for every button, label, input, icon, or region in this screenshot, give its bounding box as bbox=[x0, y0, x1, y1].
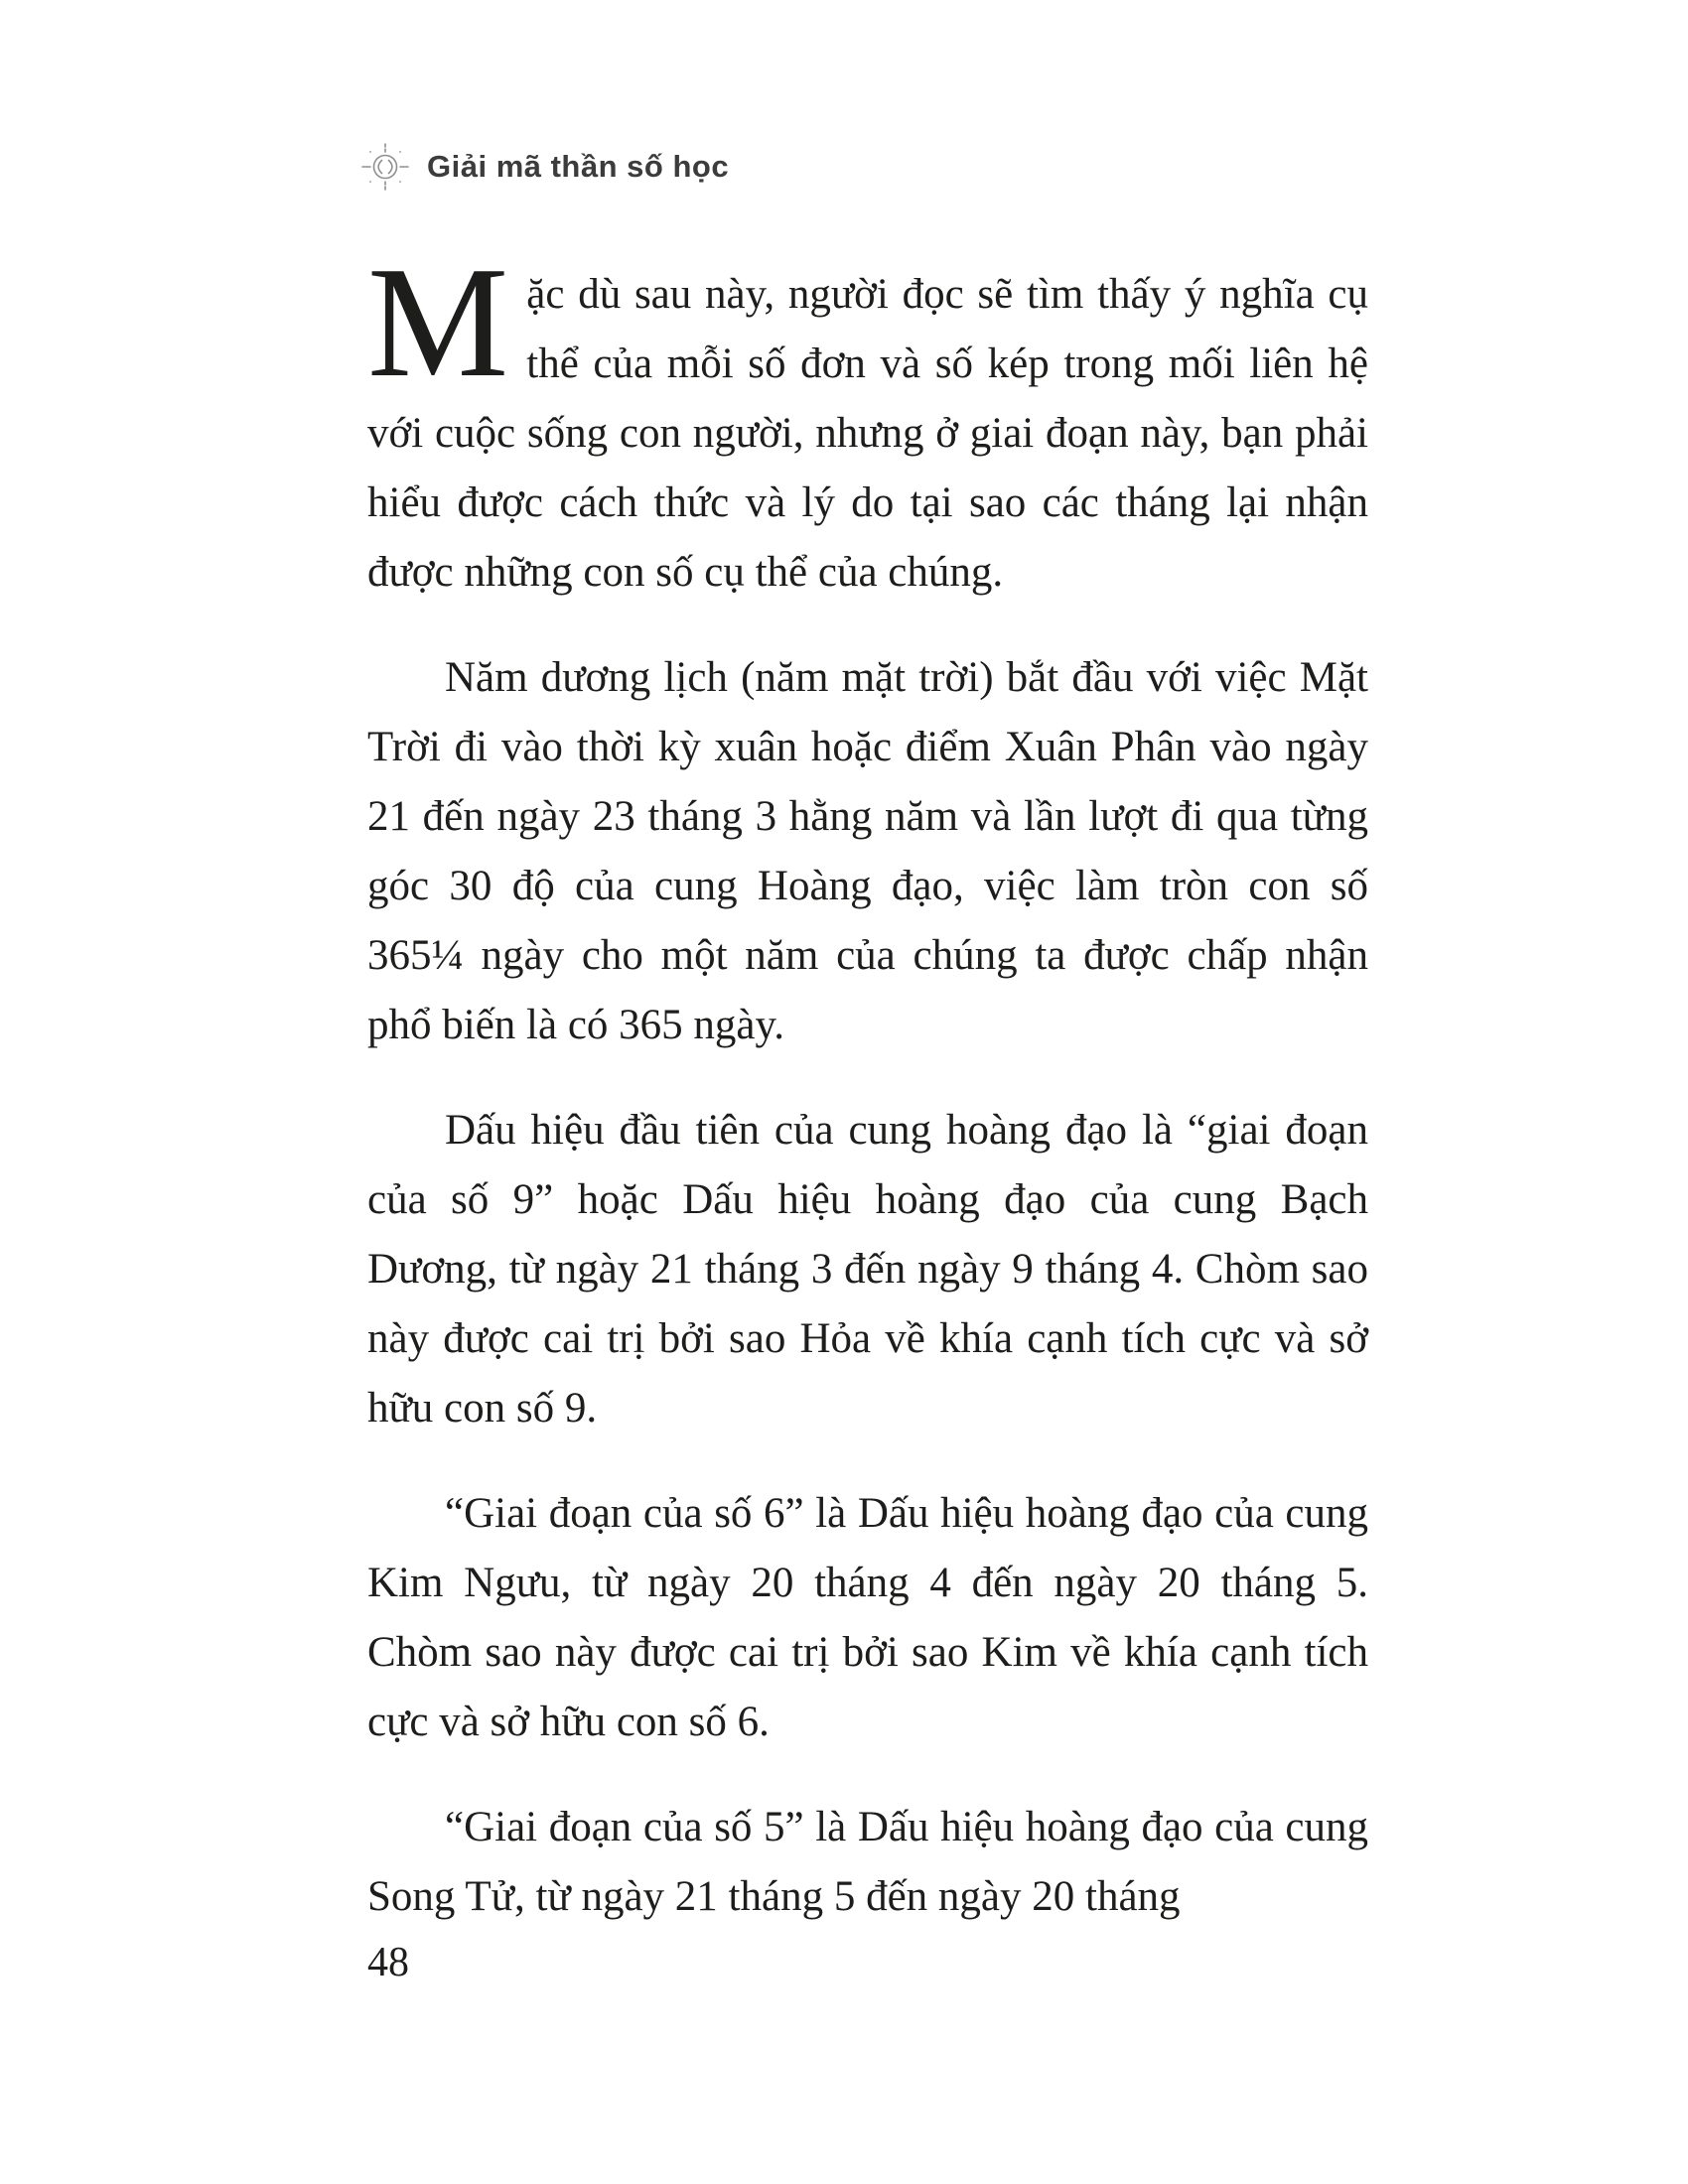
dropcap-letter: M bbox=[367, 233, 509, 410]
body-text bbox=[367, 233, 1368, 1932]
paragraph-text: “Giai đoạn của số 5” là Dấu hiệu hoàng đạo của cung Song Tử, từ ngày 21 tháng 5 đến ngày 20 tháng bbox=[367, 1804, 1368, 1920]
paragraph-text: Dấu hiệu đầu tiên của cung hoàng đạo là “giai đoạn của số 9” hoặc Dấu hiệu hoàng đạo của cung Bạch Dương, từ ngày 21 tháng 3 đến ngày 9 tháng 4. Chòm sao này được cai trị bởi sao Hỏa về khía cạnh tích cực và sở hữu con số 9. bbox=[367, 1107, 1368, 1432]
book-title: Giải mã thần số học bbox=[427, 149, 730, 184]
paragraph-text: “Giai đoạn của số 6” là Dấu hiệu hoàng đạo của cung Kim Ngưu, từ ngày 20 tháng 4 đến ngày 20 tháng 5. Chòm sao này được cai trị bởi sao Kim về khía cạnh tích cực và sở hữu con số 6. bbox=[367, 1490, 1368, 1745]
paragraph bbox=[367, 233, 1368, 608]
paragraph-text: ặc dù sau này, người đọc sẽ tìm thấy ý nghĩa cụ thể của mỗi số đơn và số kép trong mối liên hệ với cuộc sống con người, nhưng ở giai đoạn này, bạn phải hiểu được cách thức và lý do tại sao các tháng lại nhận được những con số cụ thể của chúng. bbox=[367, 271, 1368, 596]
paragraph bbox=[367, 1096, 1368, 1443]
paragraph bbox=[367, 643, 1368, 1060]
page-header bbox=[359, 141, 729, 193]
paragraph-text: Năm dương lịch (năm mặt trời) bắt đầu với việc Mặt Trời đi vào thời kỳ xuân hoặc điểm Xuân Phân vào ngày 21 đến ngày 23 tháng 3 hằng năm và lần lượt đi qua từng góc 30 độ của cung Hoàng đạo, việc làm tròn con số 365¼ ngày cho một năm của chúng ta được chấp nhận phổ biến là có 365 ngày. bbox=[367, 654, 1368, 1048]
eye-ornament-icon bbox=[359, 141, 411, 193]
page-number: 48 bbox=[367, 1940, 409, 1985]
paragraph bbox=[367, 1793, 1368, 1932]
paragraph bbox=[367, 1479, 1368, 1757]
